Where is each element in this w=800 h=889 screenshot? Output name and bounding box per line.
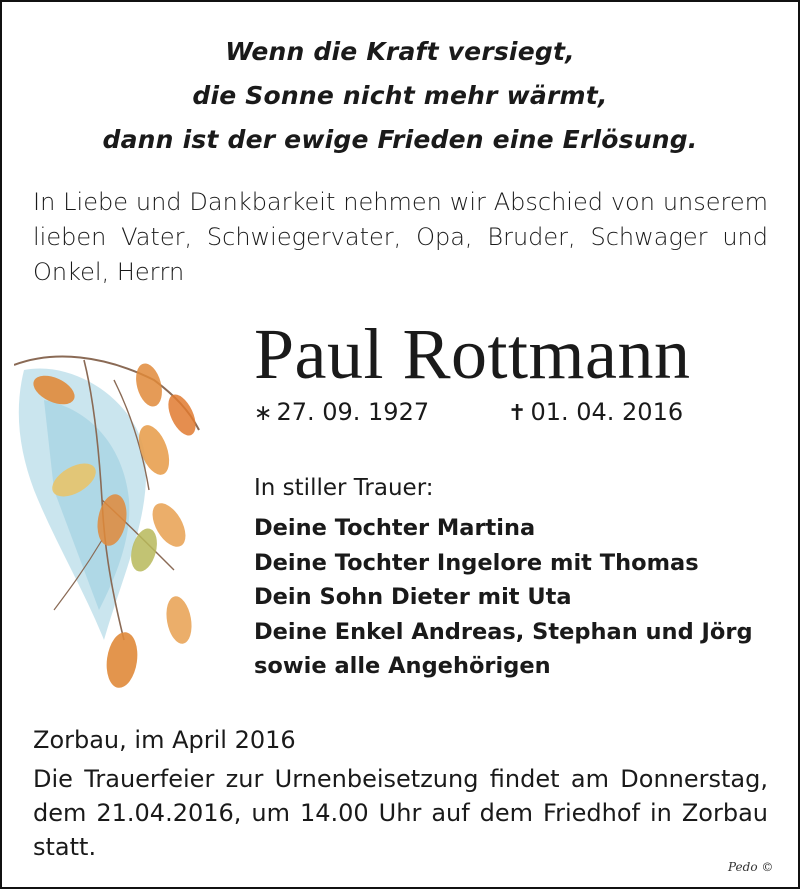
ceremony-line-1: Die Trauerfeier zur Urnenbeisetzung findet am Donnerstag, [33, 765, 768, 793]
mourner-item: Dein Sohn Dieter mit Uta [254, 584, 572, 610]
motto-line-1: Wenn die Kraft versiegt, [225, 37, 575, 66]
intro-line-1: In Liebe und Dankbarkeit nehmen wir Abschied von unserem [33, 188, 768, 216]
ceremony-line-3: statt. [33, 833, 97, 861]
mourner-item: Deine Tochter Martina [254, 515, 536, 541]
ceremony-line-2: dem 21.04.2016, um 14.00 Uhr auf dem Friedhof in Zorbau [33, 799, 768, 827]
mourner-item: Deine Tochter Ingelore mit Thomas [254, 549, 699, 576]
mourners-list [254, 511, 753, 684]
ceremony-notice [33, 762, 768, 864]
death-date: 01. 04. 2016 [530, 398, 684, 426]
intro-line-3: Onkel, Herrn [33, 258, 185, 286]
birth-date-group [254, 396, 429, 430]
motto-line-3: dann ist der ewige Frieden eine Erlösung. [102, 125, 698, 154]
intro-text [33, 185, 768, 290]
motto-verse [0, 30, 800, 162]
motto-line-2: die Sonne nicht mehr wärmt, [192, 81, 608, 110]
intro-line-2: lieben Vater, Schwiegervater, Opa, Bruder, Schwager und [33, 223, 768, 251]
place-date: Zorbau, im April 2016 [33, 726, 296, 754]
deceased-name: Paul Rottmann [254, 314, 691, 394]
mourner-item: sowie alle Angehörigen [254, 653, 551, 679]
birth-date: 27. 09. 1927 [276, 398, 430, 426]
birth-star-icon: ∗ [254, 401, 273, 426]
death-cross-icon: ✝ [508, 401, 527, 426]
mourner-item: Deine Enkel Andreas, Stephan und Jörg [254, 618, 753, 645]
mourning-label: In stiller Trauer: [254, 475, 434, 501]
autumn-leaves-illustration [14, 340, 214, 700]
death-date-group [508, 396, 683, 430]
designer-signature: Pedo © [728, 860, 774, 874]
